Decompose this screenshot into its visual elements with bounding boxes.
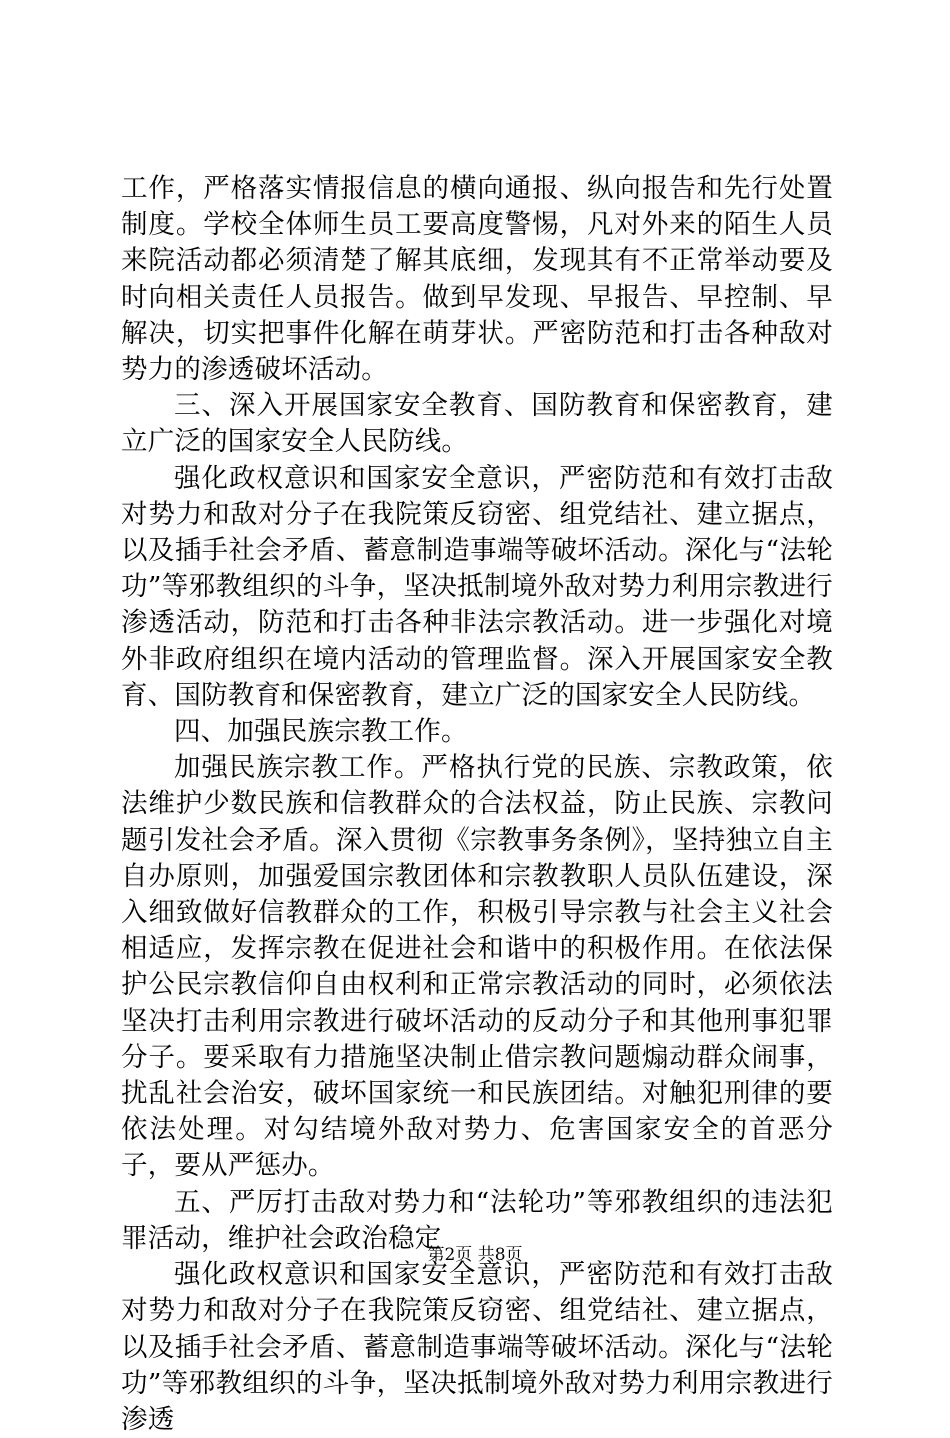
paragraph-continuation: 工作，严格落实情报信息的横向通报、纵向报告和先行处置制度。学校全体师生员工要高度警惕，凡对外来的陌生人员来院活动都必须清楚了解其底细，发现其有不正常举动要及时向相关责任人员报告。做到早发现、早报告、早控制、早解决，切实把事件化解在萌芽状。严密防范和打击各种敌对势力的渗透破坏活动。 xyxy=(121,173,833,386)
page-number-footer: 第2页 共8页 xyxy=(427,1245,523,1265)
paragraph-section-three: 强化政权意识和国家安全意识，严密防范和有效打击敌对势力和敌对分子在我院策反窃密、组党结社、建立据点，以及插手社会矛盾、蓄意制造事端等破坏活动。深化与“法轮功”等邪教组织的斗争，坚决抵制境外敌对势力利用宗教进行渗透活动，防范和打击各种非法宗教活动。进一步强化对境外非政府组织在境内活动的管理监督。深入开展国家安全教育、国防教育和保密教育，建立广泛的国家安全人民防线。 xyxy=(121,462,833,711)
paragraph-section-five: 强化政权意识和国家安全意识，严密防范和有效打击敌对势力和敌对分子在我院策反窃密、组党结社、建立据点，以及插手社会矛盾、蓄意制造事端等破坏活动。深化与“法轮功”等邪教组织的斗争，坚决抵制境外敌对势力利用宗教进行渗透 xyxy=(121,1259,833,1435)
heading-section-five: 五、严厉打击敌对势力和“法轮功”等邪教组织的违法犯罪活动，维护社会政治稳定 xyxy=(121,1186,833,1254)
heading-section-three: 三、深入开展国家安全教育、国防教育和保密教育，建立广泛的国家安全人民防线。 xyxy=(121,390,833,458)
paragraph-section-four: 加强民族宗教工作。严格执行党的民族、宗教政策，依法维护少数民族和信教群众的合法权益，防止民族、宗教问题引发社会矛盾。深入贯彻《宗教事务条例》，坚持独立自主自办原则，加强爱国宗教团体和宗教教职人员队伍建设，深入细致做好信教群众的工作，积极引导宗教与社会主义社会相适应，发挥宗教在促进社会和谐中的积极作用。在依法保护公民宗教信仰自由权利和正常宗教活动的同时，必须依法坚决打击利用宗教进行破坏活动的反动分子和其他刑事犯罪分子。要采取有力措施坚决制止借宗教问题煽动群众闹事，扰乱社会治安，破坏国家统一和民族团结。对触犯刑律的要依法处理。对勾结境外敌对势力、危害国家安全的首恶分子，要从严惩办。 xyxy=(121,752,833,1182)
heading-section-four: 四、加强民族宗教工作。 xyxy=(174,716,468,748)
